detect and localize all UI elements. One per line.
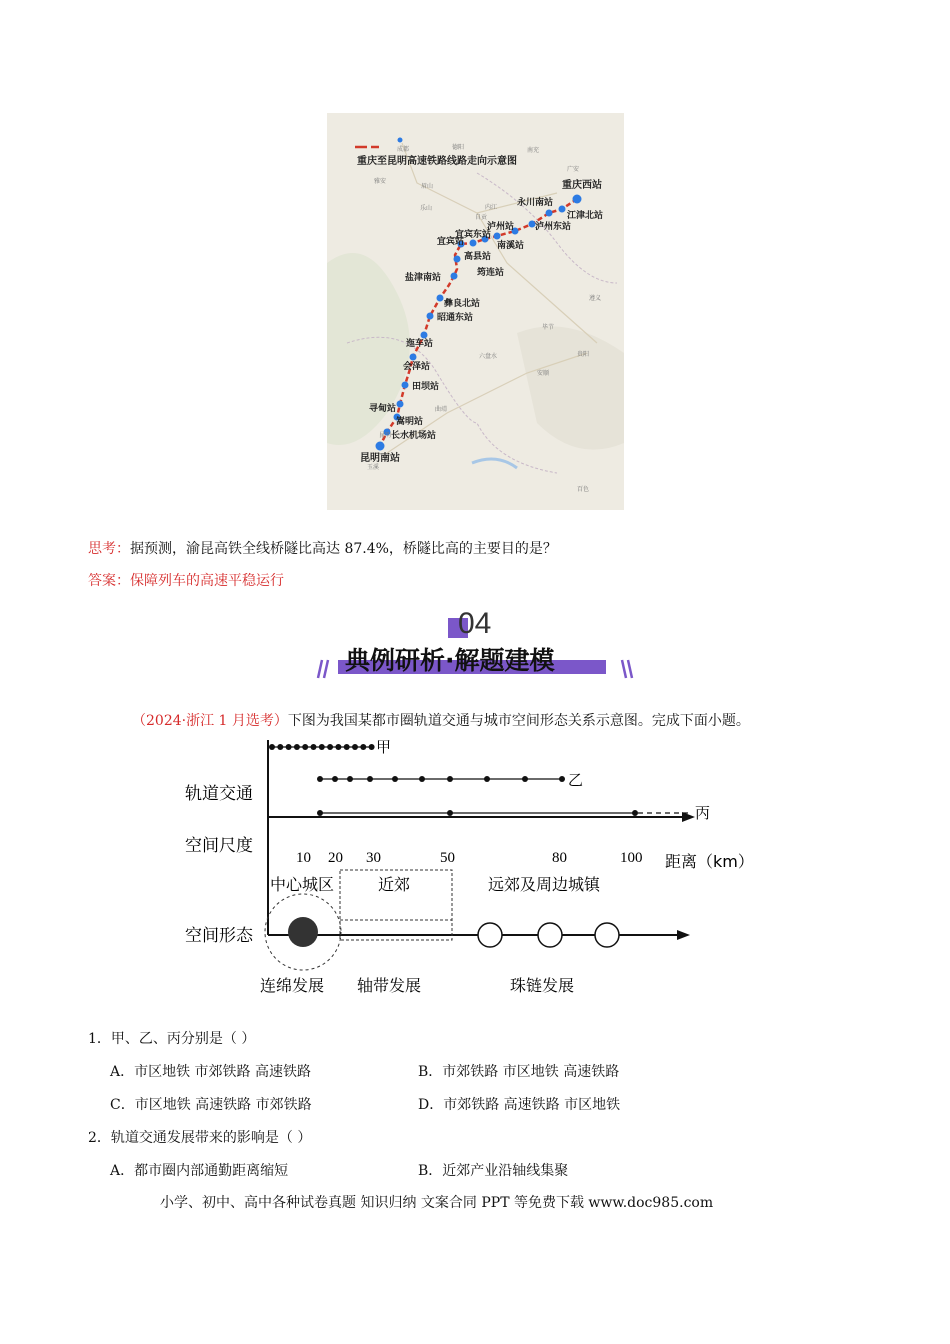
page-footer: 小学、初中、高中各种试卷真题 知识归纳 文案合同 PPT 等免费下载 www.doc985.com (160, 1195, 714, 1211)
svg-text:重庆西站: 重庆西站 (562, 180, 602, 191)
station-dot (360, 744, 366, 750)
svg-text:南溪站: 南溪站 (497, 240, 525, 250)
line-label-bing: 丙 (695, 804, 711, 822)
svg-text:田坝站: 田坝站 (412, 381, 440, 391)
svg-text:会泽站: 会泽站 (403, 361, 431, 371)
section-number: 04 (458, 607, 492, 640)
svg-text:玉溪: 玉溪 (367, 465, 380, 471)
svg-text:高县站: 高县站 (464, 251, 492, 261)
station-dot (335, 744, 341, 750)
form-chain: 珠链发展 (510, 976, 575, 995)
answer-label: 答案： (88, 573, 130, 589)
label-rail: 轨道交通 (185, 784, 253, 804)
svg-text:彝良北站: 彝良北站 (444, 298, 481, 308)
station-dot (419, 776, 425, 782)
station-dot (277, 744, 283, 750)
question-intro (132, 710, 750, 730)
svg-text:曲靖: 曲靖 (435, 407, 448, 413)
q1-option-c[interactable]: C．市区地铁 高速铁路 市郊铁路 (110, 1097, 312, 1113)
svg-text:江津北站: 江津北站 (567, 210, 604, 220)
svg-text:嵩明站: 嵩明站 (396, 416, 424, 426)
railway-map (327, 113, 624, 510)
station-dot (369, 744, 375, 750)
zone-center: 中心城区 (270, 875, 335, 894)
svg-text:六盘水: 六盘水 (479, 354, 498, 360)
svg-text:自贡: 自贡 (475, 215, 488, 221)
svg-text:成都: 成都 (397, 147, 410, 153)
think-text: 据预测，渝昆高铁全线桥隧比高达 87.4%，桥隧比高的主要目的是？ (130, 541, 557, 557)
section-banner (310, 600, 640, 690)
station-dot (302, 744, 308, 750)
svg-text:筠连站: 筠连站 (477, 267, 505, 277)
station-dot (327, 744, 333, 750)
answer-text: 保障列车的高速平稳运行 (130, 573, 284, 589)
svg-text:广安: 广安 (567, 167, 580, 173)
zone-far: 远郊及周边城镇 (488, 875, 601, 894)
svg-text:贵阳: 贵阳 (577, 352, 590, 358)
svg-text:安顺: 安顺 (537, 371, 550, 377)
svg-text:昭通东站: 昭通东站 (437, 312, 474, 322)
station-dot (319, 744, 325, 750)
q2-option-a[interactable]: A．都市圈内部通勤距离缩短 (110, 1163, 289, 1179)
svg-text:泸州站: 泸州站 (487, 221, 515, 231)
station-dot (294, 744, 300, 750)
svg-text:昆明: 昆明 (379, 433, 392, 439)
transit-diagram (180, 735, 754, 1005)
svg-text:眉山: 眉山 (421, 184, 434, 190)
station-dot (367, 776, 373, 782)
svg-text:南充: 南充 (527, 148, 540, 154)
axis-unit: 距离（km） (665, 852, 754, 871)
svg-text:昆明南站: 昆明南站 (360, 453, 400, 464)
svg-text:寻甸站: 寻甸站 (369, 403, 397, 413)
station-dot (317, 776, 323, 782)
form-continuous: 连绵发展 (260, 976, 325, 995)
q1-option-d[interactable]: D．市郊铁路 高速铁路 市区地铁 (418, 1097, 621, 1113)
station-dot (352, 744, 358, 750)
q1-option-a[interactable]: A．市区地铁 市郊铁路 高速铁路 (110, 1064, 312, 1080)
svg-text:长水机场站: 长水机场站 (391, 430, 437, 440)
form-axial: 轴带发展 (357, 976, 422, 995)
tick-30: 30 (366, 850, 381, 866)
svg-text:德阳: 德阳 (452, 145, 465, 151)
svg-text:乐山: 乐山 (420, 206, 433, 212)
station-dot (347, 776, 353, 782)
station-dot (344, 744, 350, 750)
tick-10: 10 (296, 850, 311, 866)
station-dot (392, 776, 398, 782)
section-title: 典例研析·解题建模 (345, 646, 555, 675)
question-1-stem: 1．甲、乙、丙分别是（ ） (88, 1031, 256, 1047)
question-source: （2024·浙江 1 月选考） (132, 713, 288, 729)
intro-text: 下图为我国某都市圈轨道交通与城市空间形态关系示意图。完成下面小题。 (287, 713, 750, 729)
station-dot (269, 744, 275, 750)
station-dot (311, 744, 317, 750)
svg-text:宜宾站: 宜宾站 (437, 236, 465, 246)
svg-text:遵义: 遵义 (589, 296, 602, 302)
label-scale: 空间尺度 (185, 836, 253, 856)
line-label-jia: 甲 (376, 738, 392, 756)
svg-text:盐津南站: 盐津南站 (405, 272, 442, 282)
station-dot (559, 776, 565, 782)
think-label: 思考： (88, 541, 130, 557)
station-dot (522, 776, 528, 782)
svg-text:雅安: 雅安 (374, 179, 387, 185)
station-dot (286, 744, 292, 750)
station-dot (332, 776, 338, 782)
svg-text:毕节: 毕节 (542, 325, 555, 331)
svg-text:永川南站: 永川南站 (517, 197, 554, 207)
svg-text:百色: 百色 (577, 487, 590, 493)
svg-text:宜宾东站: 宜宾东站 (455, 229, 492, 239)
answer (88, 570, 284, 590)
station-dot (484, 776, 490, 782)
think-prompt (88, 538, 557, 558)
svg-text:内江: 内江 (485, 205, 498, 211)
zone-near: 近郊 (378, 875, 411, 894)
map-title: 重庆至昆明高速铁路线路走向示意图 (357, 156, 517, 167)
line-label-yi: 乙 (568, 771, 584, 789)
tick-50: 50 (440, 850, 455, 866)
label-form: 空间形态 (185, 926, 253, 946)
station-dot (447, 776, 453, 782)
tick-100: 100 (620, 850, 643, 866)
q2-option-b[interactable]: B．近郊产业沿轴线集聚 (418, 1163, 569, 1179)
tick-20: 20 (328, 850, 343, 866)
tick-80: 80 (552, 850, 567, 866)
question-2-stem: 2．轨道交通发展带来的影响是（ ） (88, 1130, 312, 1146)
svg-text:迤车站: 迤车站 (406, 338, 434, 348)
svg-text:泸州东站: 泸州东站 (535, 221, 572, 231)
q1-option-b[interactable]: B．市郊铁路 市区地铁 高速铁路 (418, 1064, 620, 1080)
